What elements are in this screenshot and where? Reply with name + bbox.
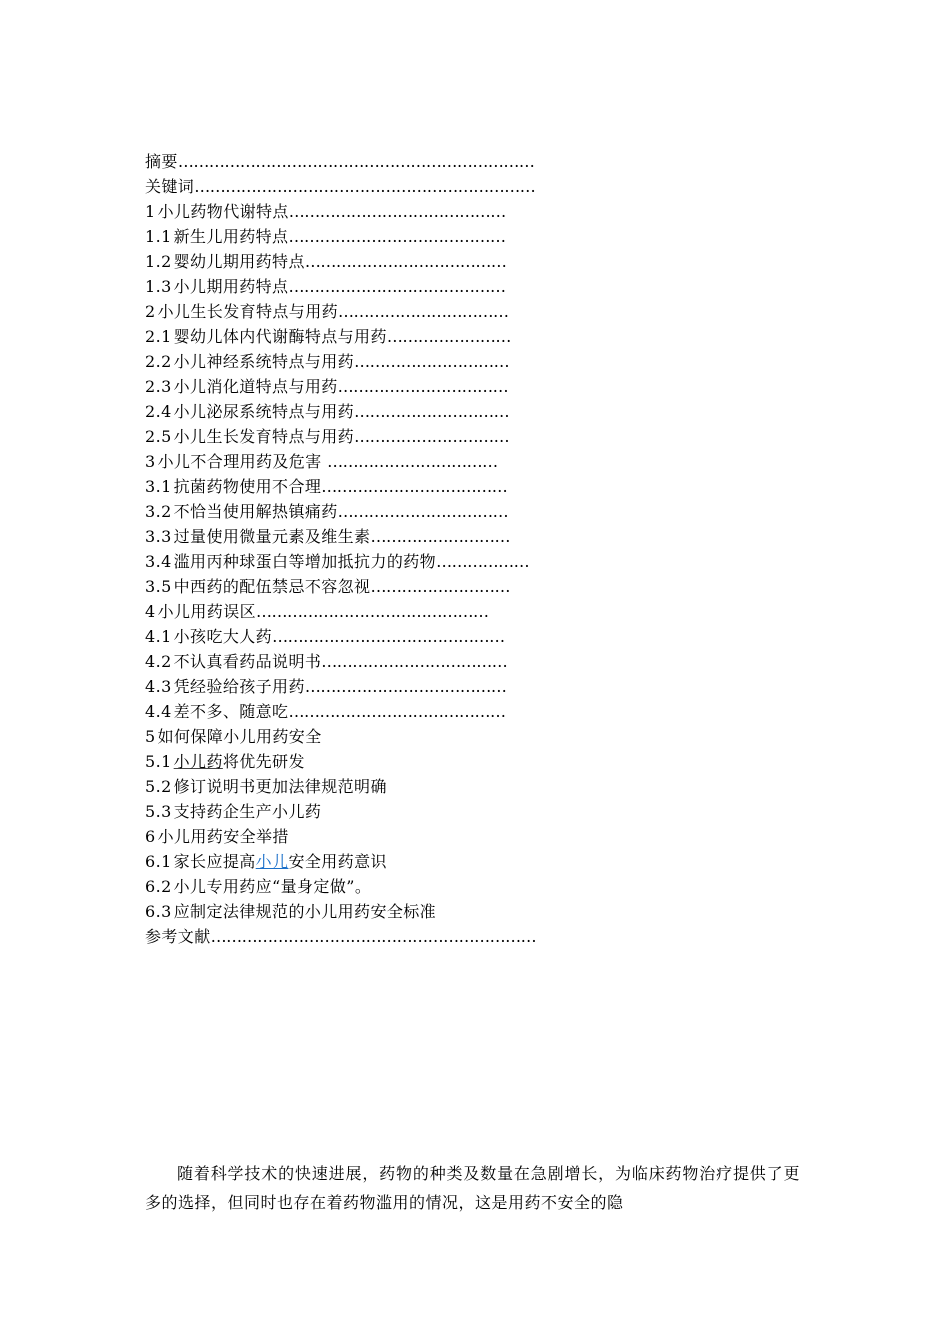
toc-entry-title: 将优先研发 [222, 752, 305, 771]
toc-leader-dots: ……………………………………………………… [210, 927, 537, 946]
table-of-contents [145, 149, 615, 949]
intro-paragraph: 随着科学技术的快速进展，药物的种类及数量在急剧增长，为临床药物治疗提供了更多的选择，但同时也存在着药物滥用的情况，这是用药不安全的隐 [145, 1164, 800, 1212]
toc-entry-title: 婴幼儿期用药特点 [173, 252, 305, 271]
toc-entry-number: 6.3 [145, 902, 172, 921]
toc-leader-dots: …………………………………… [288, 202, 506, 221]
toc-entry-number: 2.3 [145, 377, 172, 396]
toc-entry-title: 支持药企生产小儿药 [173, 802, 322, 821]
toc-entry-number: 3.3 [145, 527, 172, 546]
toc-entry-title: 小儿期用药特点 [173, 277, 289, 296]
toc-entry-number: 6.1 [145, 852, 172, 871]
toc-entry[interactable] [145, 199, 615, 224]
toc-entry[interactable] [145, 674, 615, 699]
toc-entry[interactable] [145, 274, 615, 299]
toc-entry-title: 新生儿用药特点 [173, 227, 289, 246]
toc-entry-title: 小儿不合理用药及危害 [157, 452, 328, 471]
toc-leader-dots: …………………………… [337, 502, 509, 521]
toc-leader-dots: ……………………………… [321, 652, 508, 671]
toc-entry-title: 关键词 [145, 177, 195, 196]
toc-entry-title: 参考文献 [145, 927, 211, 946]
toc-entry[interactable] [145, 174, 615, 199]
toc-entry-number: 4.2 [145, 652, 172, 671]
toc-entry-title: 小儿消化道特点与用药 [173, 377, 338, 396]
toc-entry-number: 6 [145, 827, 156, 846]
toc-entry-title: 应制定法律规范的小儿用药安全标准 [173, 902, 437, 921]
toc-entry[interactable] [145, 899, 615, 924]
body-text [145, 1159, 800, 1217]
toc-leader-dots: …………………………… [337, 377, 509, 396]
toc-entry[interactable] [145, 249, 615, 274]
toc-entry-title: 不认真看药品说明书 [173, 652, 322, 671]
toc-entry-number: 3.4 [145, 552, 172, 571]
toc-leader-dots: ………………………… [354, 427, 510, 446]
toc-entry-number: 4.4 [145, 702, 172, 721]
toc-entry-number: 3 [145, 452, 156, 471]
toc-entry[interactable] [145, 299, 615, 324]
toc-leader-dots: ………………………………… [304, 252, 507, 271]
toc-entry-number: 2.2 [145, 352, 172, 371]
toc-entry-number: 3.1 [145, 477, 172, 496]
toc-entry-title-prefix: 家长应提高 [173, 852, 256, 871]
toc-entry-title: 凭经验给孩子用药 [173, 677, 305, 696]
toc-entry-title: 婴幼儿体内代谢酶特点与用药 [173, 327, 387, 346]
toc-entry[interactable] [145, 724, 615, 749]
toc-entry[interactable] [145, 474, 615, 499]
toc-entry-title: 修订说明书更加法律规范明确 [173, 777, 387, 796]
toc-leader-dots: ……………………………… [321, 477, 508, 496]
toc-entry-number: 5.3 [145, 802, 172, 821]
toc-entry-number: 2 [145, 302, 156, 321]
toc-entry-number: 5.1 [145, 752, 172, 771]
toc-leader-dots: …………………………………… [288, 227, 506, 246]
toc-leader-dots: …………………………………………………………… [177, 152, 535, 171]
toc-entry-title: 抗菌药物使用不合理 [173, 477, 322, 496]
toc-entry-number: 1.1 [145, 227, 172, 246]
toc-leader-dots: ……………… [436, 552, 530, 571]
toc-entry-number: 1 [145, 202, 156, 221]
toc-entry-link[interactable]: 小儿药 [173, 752, 223, 771]
toc-entry-title: 滥用丙种球蛋白等增加抵抗力的药物 [173, 552, 437, 571]
toc-entry-number: 5.2 [145, 777, 172, 796]
toc-leader-dots: ……………………………………… [256, 602, 489, 621]
toc-entry-number: 2.4 [145, 402, 172, 421]
toc-entry-title: 摘要 [145, 152, 178, 171]
toc-leader-dots: ……………………………………… [272, 627, 505, 646]
toc-leader-dots: ………………………… [354, 402, 510, 421]
toc-entry[interactable] [145, 874, 615, 899]
toc-entry-number: 4.3 [145, 677, 172, 696]
toc-entry-number: 3.2 [145, 502, 172, 521]
toc-entry[interactable] [145, 524, 615, 549]
toc-entry-number: 1.3 [145, 277, 172, 296]
toc-entry-number: 4 [145, 602, 156, 621]
toc-leader-dots: …………………………………… [288, 702, 506, 721]
toc-entry-number: 5 [145, 727, 156, 746]
toc-entry[interactable] [145, 374, 615, 399]
toc-entry[interactable] [145, 349, 615, 374]
toc-leader-dots: ……………………… [370, 527, 510, 546]
toc-entry[interactable] [145, 924, 615, 949]
toc-entry-title: 小儿用药误区 [157, 602, 256, 621]
toc-entry[interactable] [145, 849, 615, 874]
toc-entry-title: 不恰当使用解热镇痛药 [173, 502, 338, 521]
toc-entry[interactable] [145, 799, 615, 824]
toc-leader-dots: …………………… [386, 327, 511, 346]
toc-leader-dots: ………………………… [354, 352, 510, 371]
toc-entry-number: 1.2 [145, 252, 172, 271]
toc-entry-title: 中西药的配伍禁忌不容忽视 [173, 577, 371, 596]
toc-entry-number: 2.5 [145, 427, 172, 446]
toc-entry-number: 3.5 [145, 577, 172, 596]
toc-entry-hyperlink[interactable]: 小儿 [255, 852, 289, 871]
toc-entry-title: 小儿药物代谢特点 [157, 202, 289, 221]
toc-entry-title: 如何保障小儿用药安全 [157, 727, 322, 746]
toc-entry[interactable] [145, 324, 615, 349]
toc-leader-dots: ………………………………………………………… [194, 177, 536, 196]
toc-entry-title: 过量使用微量元素及维生素 [173, 527, 371, 546]
toc-leader-dots: …………………………… [327, 452, 498, 471]
toc-entry-title: 小儿泌尿系统特点与用药 [173, 402, 355, 421]
toc-entry[interactable] [145, 824, 615, 849]
toc-entry[interactable] [145, 149, 615, 174]
toc-entry[interactable] [145, 774, 615, 799]
toc-entry-title: 小儿生长发育特点与用药 [157, 302, 338, 321]
toc-entry[interactable] [145, 499, 615, 524]
toc-leader-dots: …………………………… [338, 302, 509, 321]
toc-entry[interactable] [145, 574, 615, 599]
toc-entry-title: 小儿用药安全举措 [157, 827, 289, 846]
toc-entry-number: 6.2 [145, 877, 172, 896]
toc-entry[interactable] [145, 399, 615, 424]
toc-leader-dots: ……………………… [370, 577, 510, 596]
toc-entry[interactable] [145, 599, 615, 624]
toc-entry[interactable] [145, 424, 615, 449]
toc-entry-number: 4.1 [145, 627, 172, 646]
toc-entry[interactable] [145, 624, 615, 649]
toc-entry-number: 2.1 [145, 327, 172, 346]
toc-entry-title: 小儿神经系统特点与用药 [173, 352, 355, 371]
toc-entry-title: 差不多、随意吃 [173, 702, 289, 721]
toc-entry[interactable] [145, 224, 615, 249]
toc-entry-title: 小儿生长发育特点与用药 [173, 427, 355, 446]
toc-entry[interactable] [145, 549, 615, 574]
toc-entry[interactable] [145, 649, 615, 674]
toc-entry[interactable] [145, 449, 615, 474]
toc-entry-title: 小孩吃大人药 [173, 627, 273, 646]
toc-entry-title: 安全用药意识 [288, 852, 387, 871]
toc-leader-dots: ………………………………… [304, 677, 507, 696]
toc-entry-title: 小儿专用药应“量身定做”。 [173, 877, 372, 896]
toc-entry[interactable] [145, 749, 615, 774]
toc-leader-dots: …………………………………… [288, 277, 506, 296]
toc-entry[interactable] [145, 699, 615, 724]
